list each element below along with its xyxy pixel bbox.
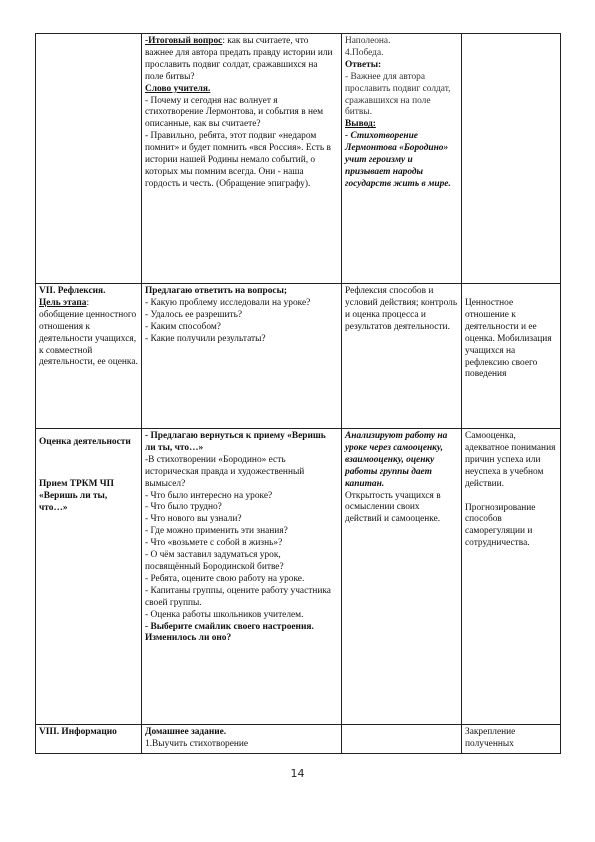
teacher-statement: - Правильно, ребята, этот подвиг «недаром помнит» и будет помнить «вся Россия». Есть в истории нашей Родины немало событий, о которых мы помним всегда. Они - наша гордость и честь. (Обращение эпиграфу). xyxy=(145,131,331,189)
cell-outcomes xyxy=(462,34,561,284)
technique-title: Прием ТРКМ ЧП «Веришь ли ты, что…» xyxy=(39,478,114,513)
cell-stage xyxy=(36,429,142,725)
assessment-question: - Где можно применить эти знания? xyxy=(145,526,288,537)
cell-teacher-activity xyxy=(142,429,342,725)
reflection-question: - Удалось ее разрешить? xyxy=(145,309,243,320)
table-row xyxy=(36,429,561,725)
cell-stage xyxy=(36,725,142,754)
goal-label: Цель этапа xyxy=(39,297,87,308)
answer-text: - Важнее для автора прославить подвиг солдат, сражавшихся на поле битвы. xyxy=(345,71,451,118)
cell-student-activity xyxy=(342,429,462,725)
cell-teacher-activity xyxy=(142,34,342,284)
assessment-question: -В стихотворении «Бородино» есть историческая правда и художественный вымысел? xyxy=(145,454,305,489)
table-row xyxy=(36,725,561,754)
cell-outcomes xyxy=(462,429,561,725)
homework-item: 1.Выучить стихотворение xyxy=(145,738,249,749)
lesson-plan-table xyxy=(35,33,561,754)
self-assessment-text: Анализируют работу на уроке через самооценку, взаимооценку, оценку работы группы дает капитан. xyxy=(345,431,448,489)
conclusion-text: - Стихотворение Лермонтова «Бородино» учит героизму и призывает народы государств жить в мире. xyxy=(345,131,451,189)
conclusion-label: Вывод: xyxy=(345,119,376,130)
assessment-question: - Что нового вы узнали? xyxy=(145,514,242,525)
cell-outcomes xyxy=(462,284,561,429)
assessment-question: - Что было интересно на уроке? xyxy=(145,490,273,501)
assessment-question: - Что «возьмете с собой в жизнь»? xyxy=(145,538,283,549)
table-row xyxy=(36,284,561,429)
stage-title: Оценка деятельности xyxy=(39,437,131,447)
assessment-question: - Капитаны группы, оцените работу участника своей группы. xyxy=(145,585,331,608)
teacher-question: - Почему и сегодня нас волнует я стихотворение Лермонтова, и события в нем описанные, как вы считаете? xyxy=(145,95,324,130)
cell-student-activity xyxy=(342,725,462,754)
cell-stage xyxy=(36,284,142,429)
cell-stage xyxy=(36,34,142,284)
openness-text: Открытость учащихся в осмыслении своих действий и самооценке. xyxy=(345,490,441,525)
assessment-question: - Ребята, оцените свою работу на уроке. xyxy=(145,573,305,584)
stage-title: VIII. Информацио xyxy=(39,727,117,737)
final-question-label: -Итоговый вопрос xyxy=(145,36,223,46)
reflection-question: - Каким способом? xyxy=(145,321,221,332)
assessment-intro: - Предлагаю вернуться к приему «Веришь ли ты, что…» xyxy=(145,431,326,453)
answer-line: 4.Победа. xyxy=(345,47,384,58)
reflection-student-text: Рефлексия способов и условий действия; контроль и оценка процесса и результатов деятельности. xyxy=(345,286,458,332)
teacher-word-heading: Слово учителя. xyxy=(145,83,211,94)
homework-outcome-text: Закрепление полученных xyxy=(465,727,516,749)
assessment-question: - О чём заставил задуматься урок, посвящённый Бородинской битве? xyxy=(145,550,284,572)
final-question-text: : как вы считаете, что важнее для автора предать правду истории или прославить подвиг солдат, сражавшихся на поле битвы? xyxy=(145,36,333,82)
reflection-question: - Какую проблему исследовали на уроке? xyxy=(145,297,311,308)
reflection-outcome-text: Ценностное отношение к деятельности и ее оценка. Мобилизация учащихся на рефлексию своего поведения xyxy=(465,298,552,380)
table-row xyxy=(36,34,561,284)
cell-student-activity xyxy=(342,34,462,284)
answer-line: Наполеона. xyxy=(345,36,391,46)
cell-teacher-activity xyxy=(142,284,342,429)
forecasting-outcome-text: Прогнозирование способов саморегуляции и сотрудничества. xyxy=(465,502,536,549)
answers-label: Ответы: xyxy=(345,59,382,70)
reflection-intro: Предлагаю ответить на вопросы; xyxy=(145,286,288,296)
reflection-question: - Какие получили результаты? xyxy=(145,333,266,344)
page-number: 14 xyxy=(290,767,305,780)
assessment-question: - Что было трудно? xyxy=(145,502,222,513)
cell-student-activity xyxy=(342,284,462,429)
stage-title: VII. Рефлексия. xyxy=(39,286,106,296)
smiley-question: - Выберите смайлик своего настроения. Изменилось ли оно? xyxy=(145,621,314,644)
cell-teacher-activity xyxy=(142,725,342,754)
homework-title: Домашнее задание. xyxy=(145,727,227,737)
cell-outcomes xyxy=(462,725,561,754)
goal-colon: : xyxy=(86,297,90,308)
goal-text: обобщение ценностного отношения к деятельности учащихся, к совместной деятельности, ее оценка. xyxy=(39,309,138,368)
assessment-outcome-text: Самооценка, адекватное понимания причин успеха или неуспеха в учебном действии. xyxy=(465,431,556,489)
final-question xyxy=(145,36,338,84)
assessment-question: - Оценка работы школьников учителем. xyxy=(145,609,304,620)
